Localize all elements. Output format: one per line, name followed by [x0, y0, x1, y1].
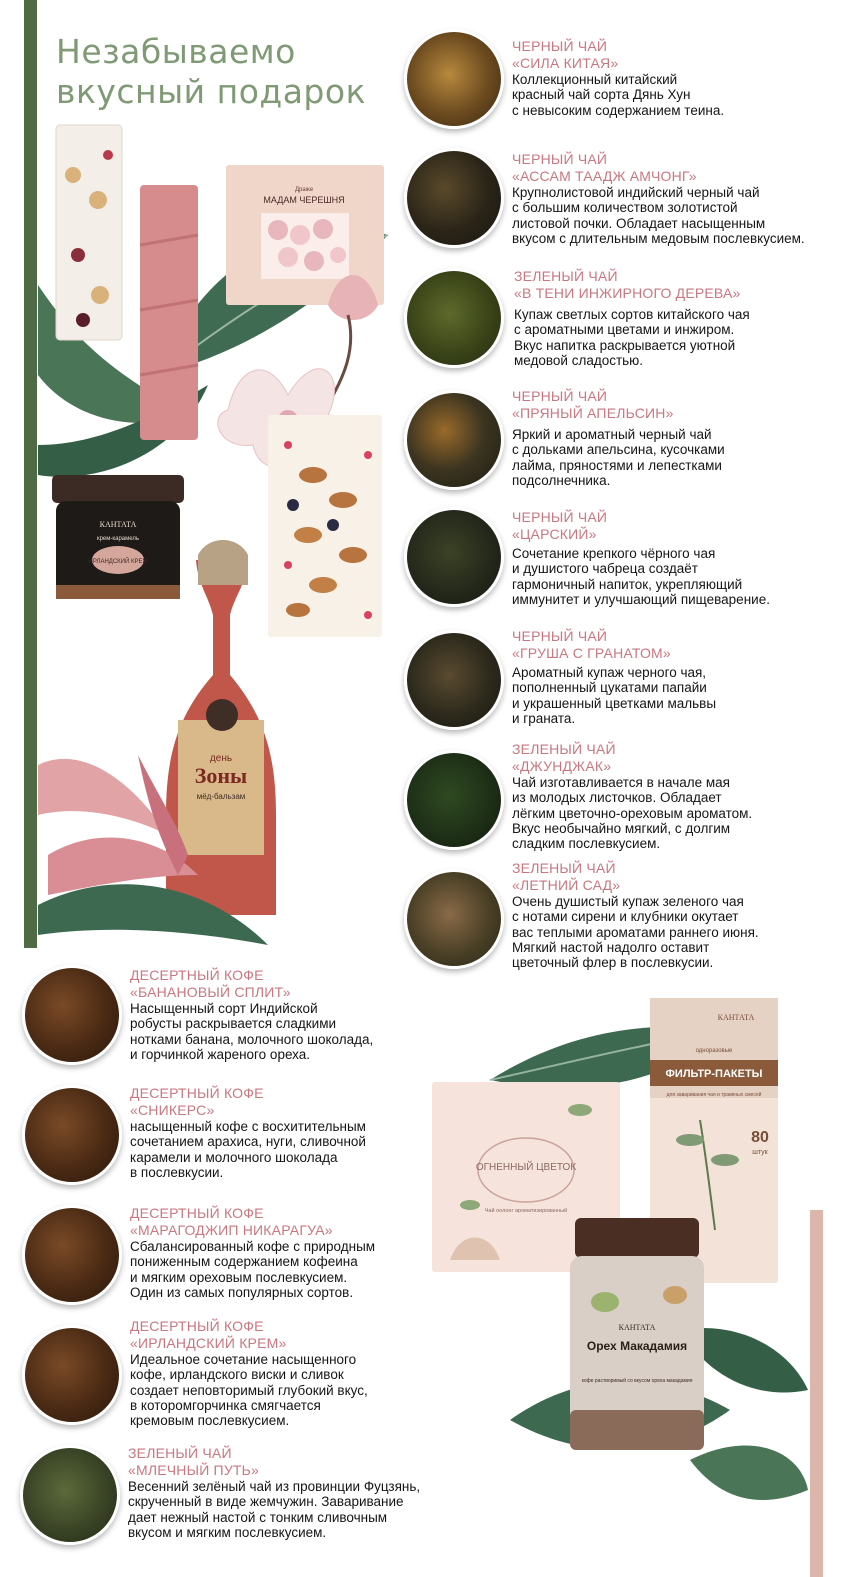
tea-thumbnail: [20, 1445, 120, 1545]
madam-box-brand: Драже: [294, 187, 314, 193]
filter-box-name: ФИЛЬТР-ПАКЕТЫ: [665, 1068, 763, 1080]
bottle-line1: день: [209, 753, 233, 764]
item-name: «МЛЕЧНЫЙ ПУТЬ»: [128, 1462, 260, 1478]
tea-thumbnail: [404, 29, 504, 129]
coffee-thumbnail: [22, 1085, 122, 1185]
item-description: Яркий и ароматный черный чай с дольками апельсина, кусочками лайма, пряностями и лепестками подсолнечника.: [512, 427, 725, 488]
tea-thumbnail: [404, 507, 504, 607]
tea-thumbnail: [404, 268, 504, 368]
item-category: ДЕСЕРТНЫЙ КОФЕ: [130, 1085, 264, 1101]
item-category: ЧЕРНЫЙ ЧАЙ: [512, 388, 608, 404]
item-name: «ЦАРСКИЙ»: [512, 526, 597, 542]
madam-box-name: МАДАМ ЧЕРЕШНЯ: [263, 195, 345, 205]
item-description: Сочетание крепкого чёрного чая и душистого чабреца создаёт гармоничный напиток, укрепляющий иммунитет и улучшающий пищеварение.: [512, 546, 770, 607]
pink-accent-bar: [810, 1210, 823, 1577]
bottle-line2: Зоны: [194, 763, 248, 788]
item-category: ЗЕЛЕНЫЙ ЧАЙ: [512, 741, 616, 757]
filter-box-sub: для заваривания чая и травяных смесей: [666, 1092, 762, 1098]
item-description: Очень душистый купаж зеленого чая с нотами сирени и клубники окутает вас теплыми ароматами раннего июня. Мягкий настой надолго оставит цветочный флер в послевкусии.: [512, 894, 759, 971]
makadamia-jar-name: Орех Макадамия: [586, 1339, 688, 1353]
gift-collage-illustration: [38, 115, 408, 955]
coffee-thumbnail: [22, 1325, 122, 1425]
coffee-thumbnail: [22, 1205, 122, 1305]
tea-thumbnail: [404, 630, 504, 730]
ogneniy-box-name: ОГНЕННЫЙ ЦВЕТОК: [475, 1162, 577, 1173]
item-description: Купаж светлых сортов китайского чая с ароматными цветами и инжиром. Вкус напитка раскрывается уютной медовой сладостью.: [514, 307, 750, 368]
tea-thumbnail: [404, 390, 504, 490]
filter-box-unit: штук: [752, 1149, 768, 1156]
page-title: Незабываемо вкусный подарок: [56, 32, 366, 111]
tea-coffee-collage-illustration: [430, 990, 808, 1577]
coffee-thumbnail: [22, 965, 122, 1065]
item-category: ЗЕЛЕНЫЙ ЧАЙ: [128, 1445, 232, 1461]
item-category: ЧЕРНЫЙ ЧАЙ: [512, 151, 608, 167]
tea-thumbnail: [404, 148, 504, 248]
item-name: «ЛЕТНИЙ САД»: [512, 877, 621, 893]
item-name: «ДЖУНДЖАК»: [512, 758, 612, 774]
item-category: ДЕСЕРТНЫЙ КОФЕ: [130, 1318, 264, 1334]
tea-thumbnail: [404, 750, 504, 850]
item-name: «ПРЯНЫЙ АПЕЛЬСИН»: [512, 405, 674, 421]
makadamia-jar-brand: КАНТАТА: [618, 1323, 656, 1332]
item-name: «В ТЕНИ ИНЖИРНОГО ДЕРЕВА»: [514, 285, 741, 301]
item-description: Коллекционный китайский красный чай сорта Дянь Хун с невысоким содержанием теина.: [512, 72, 725, 118]
filter-box-brand: КАНТАТА: [717, 1013, 755, 1022]
item-description: Ароматный купаж черного чая, пополненный цукатами папайи и украшенный цветками мальвы и граната.: [512, 665, 717, 726]
item-name: «МАРАГОДЖИП НИКАРАГУА»: [130, 1222, 333, 1238]
cream-jar-type: крем-карамель: [96, 536, 140, 542]
item-category: ДЕСЕРТНЫЙ КОФЕ: [130, 967, 264, 983]
item-description: Чай изготавливается в начале мая из молодых листочков. Обладает лёгким цветочно-ореховым ароматом. Вкус необычайно мягкий, с долгим сладким послевкусием.: [512, 775, 753, 852]
item-category: ЧЕРНЫЙ ЧАЙ: [512, 628, 608, 644]
item-description: насыщенный кофе с восхитительным сочетанием арахиса, нуги, сливочной карамели и молочного шоколада в послевкусии.: [130, 1119, 366, 1180]
item-category: ЧЕРНЫЙ ЧАЙ: [512, 509, 608, 525]
filter-box-count: 80: [751, 1129, 769, 1146]
item-name: «БАНАНОВЫЙ СПЛИТ»: [130, 984, 291, 1000]
item-category: ЧЕРНЫЙ ЧАЙ: [512, 38, 608, 54]
item-name: «СНИКЕРС»: [130, 1102, 215, 1118]
filter-box-type: одноразовые: [695, 1048, 733, 1054]
item-category: ЗЕЛЕНЫЙ ЧАЙ: [514, 268, 618, 284]
cream-jar-brand: КАНТАТА: [99, 520, 137, 529]
item-description: Весенний зелёный чай из провинции Фуцзянь, скрученный в виде жемчужин. Заваривание дает нежный настой с тонким сливочным вкусом и мягким послевкусием.: [128, 1479, 421, 1540]
item-category: ДЕСЕРТНЫЙ КОФЕ: [130, 1205, 264, 1221]
item-category: ЗЕЛЕНЫЙ ЧАЙ: [512, 860, 616, 876]
item-name: «СИЛА КИТАЯ»: [512, 55, 619, 71]
tea-thumbnail: [404, 869, 504, 969]
ogneniy-box-sub: Чай оолонг ароматизированный: [484, 1208, 568, 1214]
item-name: «ГРУША С ГРАНАТОМ»: [512, 645, 671, 661]
item-description: Насыщенный сорт Индийской робусты раскрывается сладкими нотками банана, молочного шоколада, и горчинкой жареного ореха.: [130, 1001, 374, 1062]
bottle-line3: мёд-бальзам: [196, 792, 246, 801]
item-description: Крупнолистовой индийский черный чай с большим количеством золотистой листовой почки. Обладает насыщенным вкусом с длительным медовым послевкусием.: [512, 185, 805, 246]
makadamia-jar-sub: кофе растворимый со вкусом ореха макадамия: [581, 1378, 693, 1384]
green-accent-bar: [24, 0, 37, 948]
cream-jar-name: ИРЛАНДСКИЙ КРЕМ: [88, 559, 148, 565]
item-name: «ИРЛАНДСКИЙ КРЕМ»: [130, 1335, 287, 1351]
item-description: Идеальное сочетание насыщенного кофе, ирландского виски и сливок создает неповторимый глубокий вкус, в которомгорчинка смягчается кремовым послевкусием.: [130, 1352, 368, 1429]
item-name: «АССАМ ТААДЖ АМЧОНГ»: [512, 168, 697, 184]
item-description: Сбалансированный кофе с природным пониженным содержанием кофеина и мягким ореховым послевкусием. Один из самых популярных сортов.: [130, 1239, 376, 1300]
